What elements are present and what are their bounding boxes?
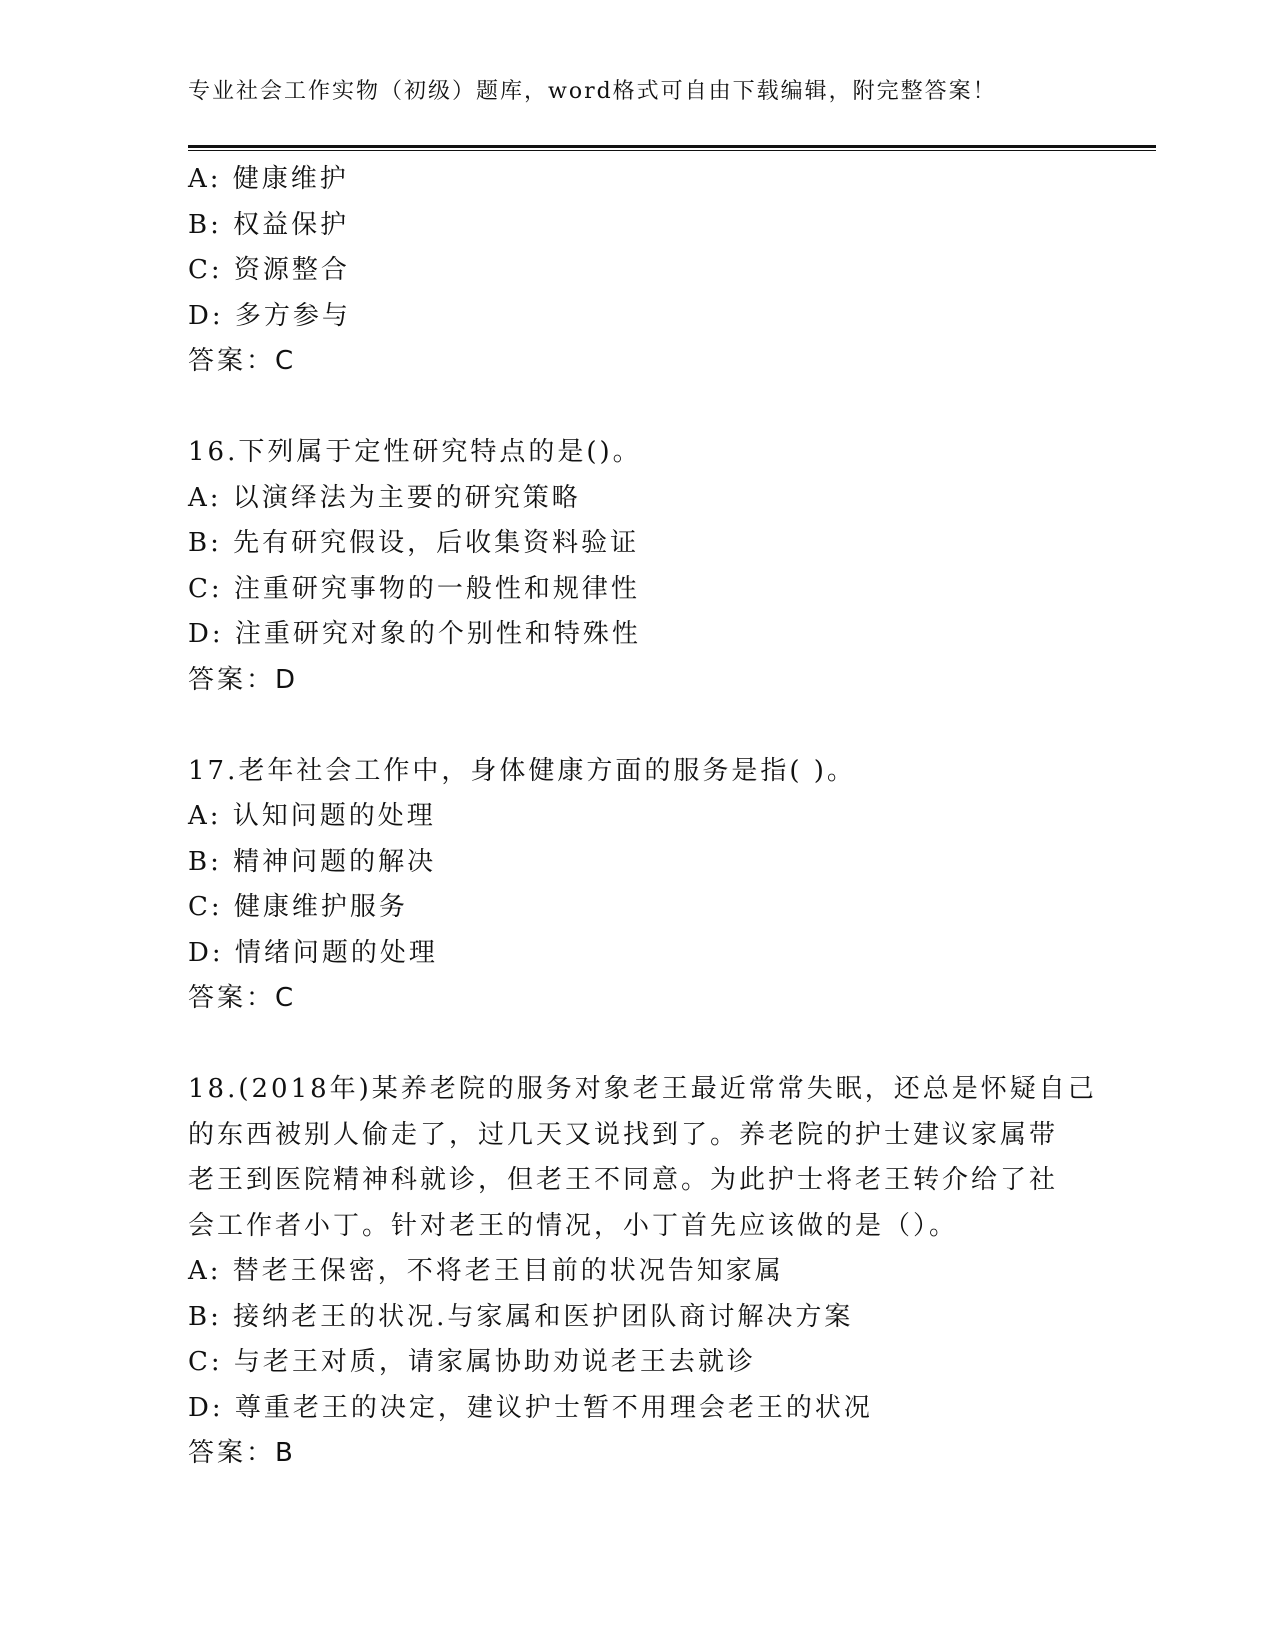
- question-stem: 16.下列属于定性研究特点的是()。: [188, 437, 642, 467]
- question-stem-line-4: 会工作者小丁。针对老王的情况，小丁首先应该做的是（）。: [188, 1210, 959, 1241]
- option-d: D: 尊重老王的决定，建议护士暂不用理会老王的状况: [188, 1392, 873, 1423]
- option-c: C: 资源整合: [188, 255, 350, 285]
- question-item-18: [188, 1067, 1097, 1477]
- question-item-15: [188, 157, 1088, 385]
- option-c: C: 与老王对质，请家属协助劝说老王去就诊: [188, 1347, 756, 1377]
- option-a: A: 认知问题的处理: [188, 801, 436, 831]
- option-b: B: 权益保护: [188, 209, 350, 240]
- option-d: D: 多方参与: [188, 300, 351, 331]
- option-d: D: 注重研究对象的个别性和特殊性: [188, 619, 641, 649]
- question-item-16: [188, 430, 1088, 703]
- answer-line: 答案：C: [188, 983, 297, 1013]
- option-b: B: 先有研究假设，后收集资料验证: [188, 528, 640, 558]
- answer-line: 答案：B: [188, 1438, 296, 1468]
- question-stem-line-2: 的东西被别人偷走了，过几天又说找到了。养老院的护士建议家属带: [188, 1119, 1059, 1150]
- question-item-17: [188, 749, 1088, 1022]
- option-b: B: 接纳老王的状况.与家属和医护团队商讨解决方案: [188, 1301, 854, 1332]
- header-rule-thin: [188, 150, 1156, 151]
- question-stem: 17.老年社会工作中，身体健康方面的服务是指( )。: [188, 755, 856, 786]
- question-stem-line-3: 老王到医院精神科就诊，但老王不同意。为此护士将老王转介给了社: [188, 1165, 1059, 1195]
- header-rule-thick: [188, 145, 1156, 148]
- option-a: A: 健康维护: [188, 164, 349, 194]
- option-b: B: 精神问题的解决: [188, 846, 437, 877]
- option-d: D: 情绪问题的处理: [188, 937, 438, 968]
- answer-line: 答案：C: [188, 346, 297, 376]
- option-c: C: 健康维护服务: [188, 892, 408, 922]
- question-stem-line-1: 18.(2018年)某养老院的服务对象老王最近常常失眠，还总是怀疑自己: [188, 1074, 1097, 1104]
- page-header: 专业社会工作实物（初级）题库，word格式可自由下载编辑，附完整答案！: [188, 79, 997, 104]
- question-list: [188, 157, 1097, 1477]
- option-a: A: 以演绎法为主要的研究策略: [188, 482, 581, 513]
- option-a: A: 替老王保密，不将老王目前的状况告知家属: [188, 1256, 784, 1286]
- answer-line: 答案：D: [188, 664, 299, 695]
- option-c: C: 注重研究事物的一般性和规律性: [188, 573, 640, 604]
